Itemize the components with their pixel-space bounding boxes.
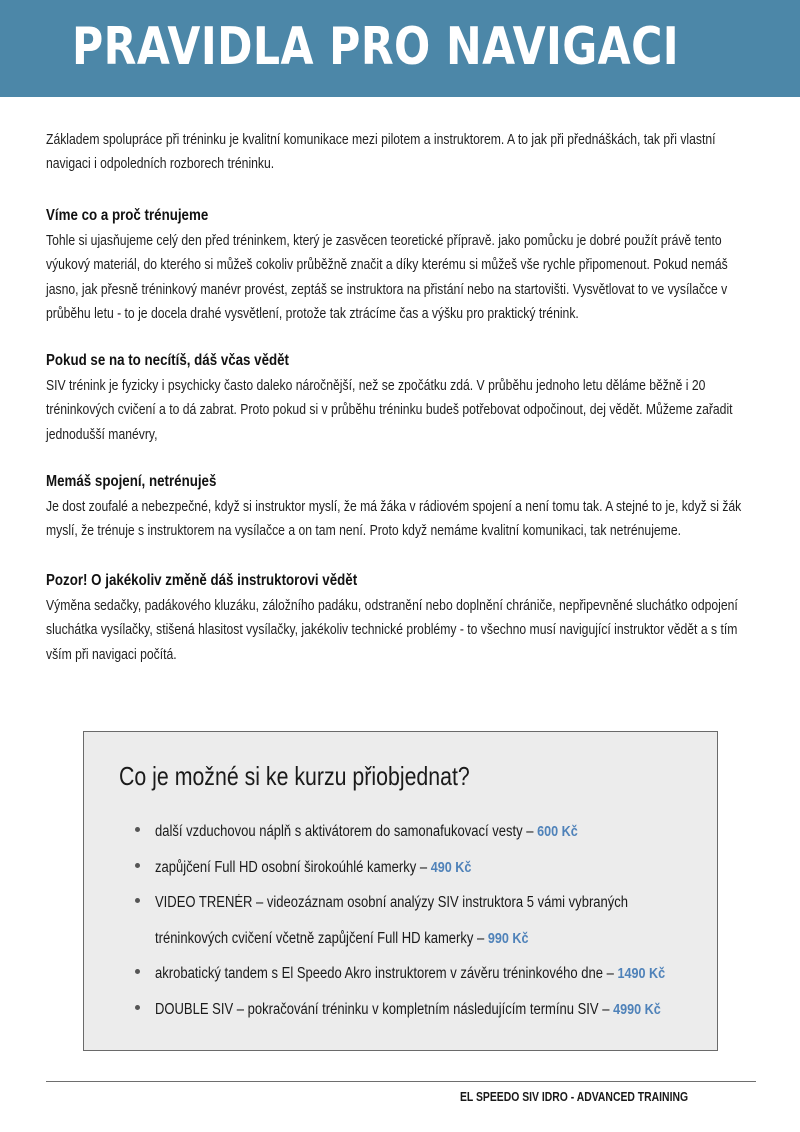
extras-item-price: 4990 Kč [613, 1000, 661, 1018]
extras-list [84, 814, 717, 1027]
section-line: sluchátka vysílačky, stišená hlasitost vysílačky, jakékoliv technické problémy - to všechno musí navigující instruktor vědět a s tím [46, 622, 738, 639]
footer-divider [46, 1081, 756, 1082]
extras-item-text: akrobatický tandem s El Speedo Akro instruktorem v závěru tréninkového dne – [155, 965, 618, 982]
extras-item-text: tréninkových cvičení včetně zapůjčení Full HD kamerky – [155, 929, 488, 947]
page-title: PRAVIDLA PRO NAVIGACI [72, 17, 680, 77]
section-heading: Memáš spojení, netrénuješ [46, 473, 217, 490]
intro-line: navigaci i odpoledních rozborech tréninku. [46, 156, 275, 173]
extras-item-line [155, 956, 666, 992]
bullet-icon [135, 898, 140, 903]
section-heading: Víme co a proč trénujeme [46, 207, 209, 224]
section-line: výukový materiál, do kterého si můžeš cokoliv průběžně značit a díky kterému si můžeš vše rychle připomenout. Pokud nemáš [46, 257, 728, 274]
footer-text: EL SPEEDO SIV IDRO - ADVANCED TRAINING [460, 1089, 689, 1104]
extras-item-line: VIDEO TRENÉR – videozáznam osobní analýzy SIV instruktora 5 vámi vybraných [155, 894, 629, 911]
extras-item [84, 956, 717, 992]
section-line: myslí, že trénuje s instruktorem na vysílačce a on tam není. Proto když nemáme kvalitní komunikaci, tak netrénujeme. [46, 523, 681, 540]
extras-item-price: 600 Kč [537, 823, 578, 840]
header-banner [0, 0, 800, 97]
extras-item-line [155, 850, 627, 886]
section-line: jednodušší manévry, [46, 426, 158, 443]
section-line: SIV trénink je fyzicky i psychicky často daleko náročnější, než se zpočátku zdá. V průběhu jednoho letu děláme běžně i 20 [46, 378, 706, 394]
section-heading: Pozor! O jakékoliv změně dáš instruktorovi vědět [46, 572, 358, 589]
section-line: Tohle si ujasňujeme celý den před tréninkem, který je zasvěcen teoretické přípravě. jako pomůcku je dobré použít právě tento [46, 233, 722, 249]
extras-item [84, 885, 717, 956]
extras-item-text: další vzduchovou náplň s aktivátorem do samonafukovací vesty – [155, 823, 538, 840]
section-pozor [46, 570, 800, 667]
extras-item-price: 1490 Kč [617, 965, 666, 982]
extras-box [83, 731, 718, 1051]
extras-item [84, 814, 717, 850]
section-vime-co-a-proc [46, 205, 800, 326]
intro-line: Základem spolupráce při tréninku je kvalitní komunikace mezi pilotem a instruktorem. A to jak při přednáškách, tak při vlastní [46, 132, 716, 148]
extras-item-line [155, 921, 627, 957]
extras-item-text: DOUBLE SIV – pokračování tréninku v kompletním následujícím termínu SIV – [155, 1000, 614, 1018]
section-line: Je dost zoufalé a nebezpečné, když si instruktor myslí, že má žáka v rádiovém spojení a není tomu tak. A stejné to je, když si žák [46, 499, 742, 515]
extras-item-price: 990 Kč [487, 929, 529, 947]
section-line: Výměna sedačky, padákového kluzáku, záložního padáku, odstranění nebo doplnění chrániče, nepřipevněné sluchátko odpojení [46, 598, 738, 614]
bullet-icon [135, 863, 140, 868]
intro-paragraph [46, 128, 800, 177]
bullet-icon [135, 1005, 140, 1010]
section-line: průběhu letu - to je docela drahé vysvětlení, protože tak ztrácíme čas a výšku pro praktický trénink. [46, 305, 579, 322]
extras-item-text: zapůjčení Full HD osobní širokoúhlé kamerky – [155, 858, 431, 876]
extras-item [84, 850, 717, 886]
section-line: tréninkových cvičení a to dá zabrat. Proto pokud si v průběhu tréninku budeš potřebovat odpočinout, dej vědět. Můžeme zařadit [46, 402, 733, 419]
section-line: vším při navigaci počítá. [46, 646, 177, 663]
extras-item-line [155, 992, 661, 1028]
section-heading: Pokud se na to necítíš, dáš včas vědět [46, 352, 290, 369]
extras-item [84, 992, 717, 1028]
section-pokud-se-necitis [46, 350, 800, 447]
bullet-icon [135, 969, 140, 974]
bullet-icon [135, 827, 140, 832]
extras-title: Co je možné si ke kurzu přiobjednat? [119, 761, 470, 791]
section-memas-spojeni [46, 471, 800, 544]
extras-item-price: 490 Kč [430, 858, 472, 876]
extras-item-line [155, 814, 627, 850]
section-line: jasno, jak přesně tréninkový manévr provést, zeptáš se instruktora na přistání nebo na startovišti. Vysvětlovat to ve vysílačce v [46, 281, 728, 298]
